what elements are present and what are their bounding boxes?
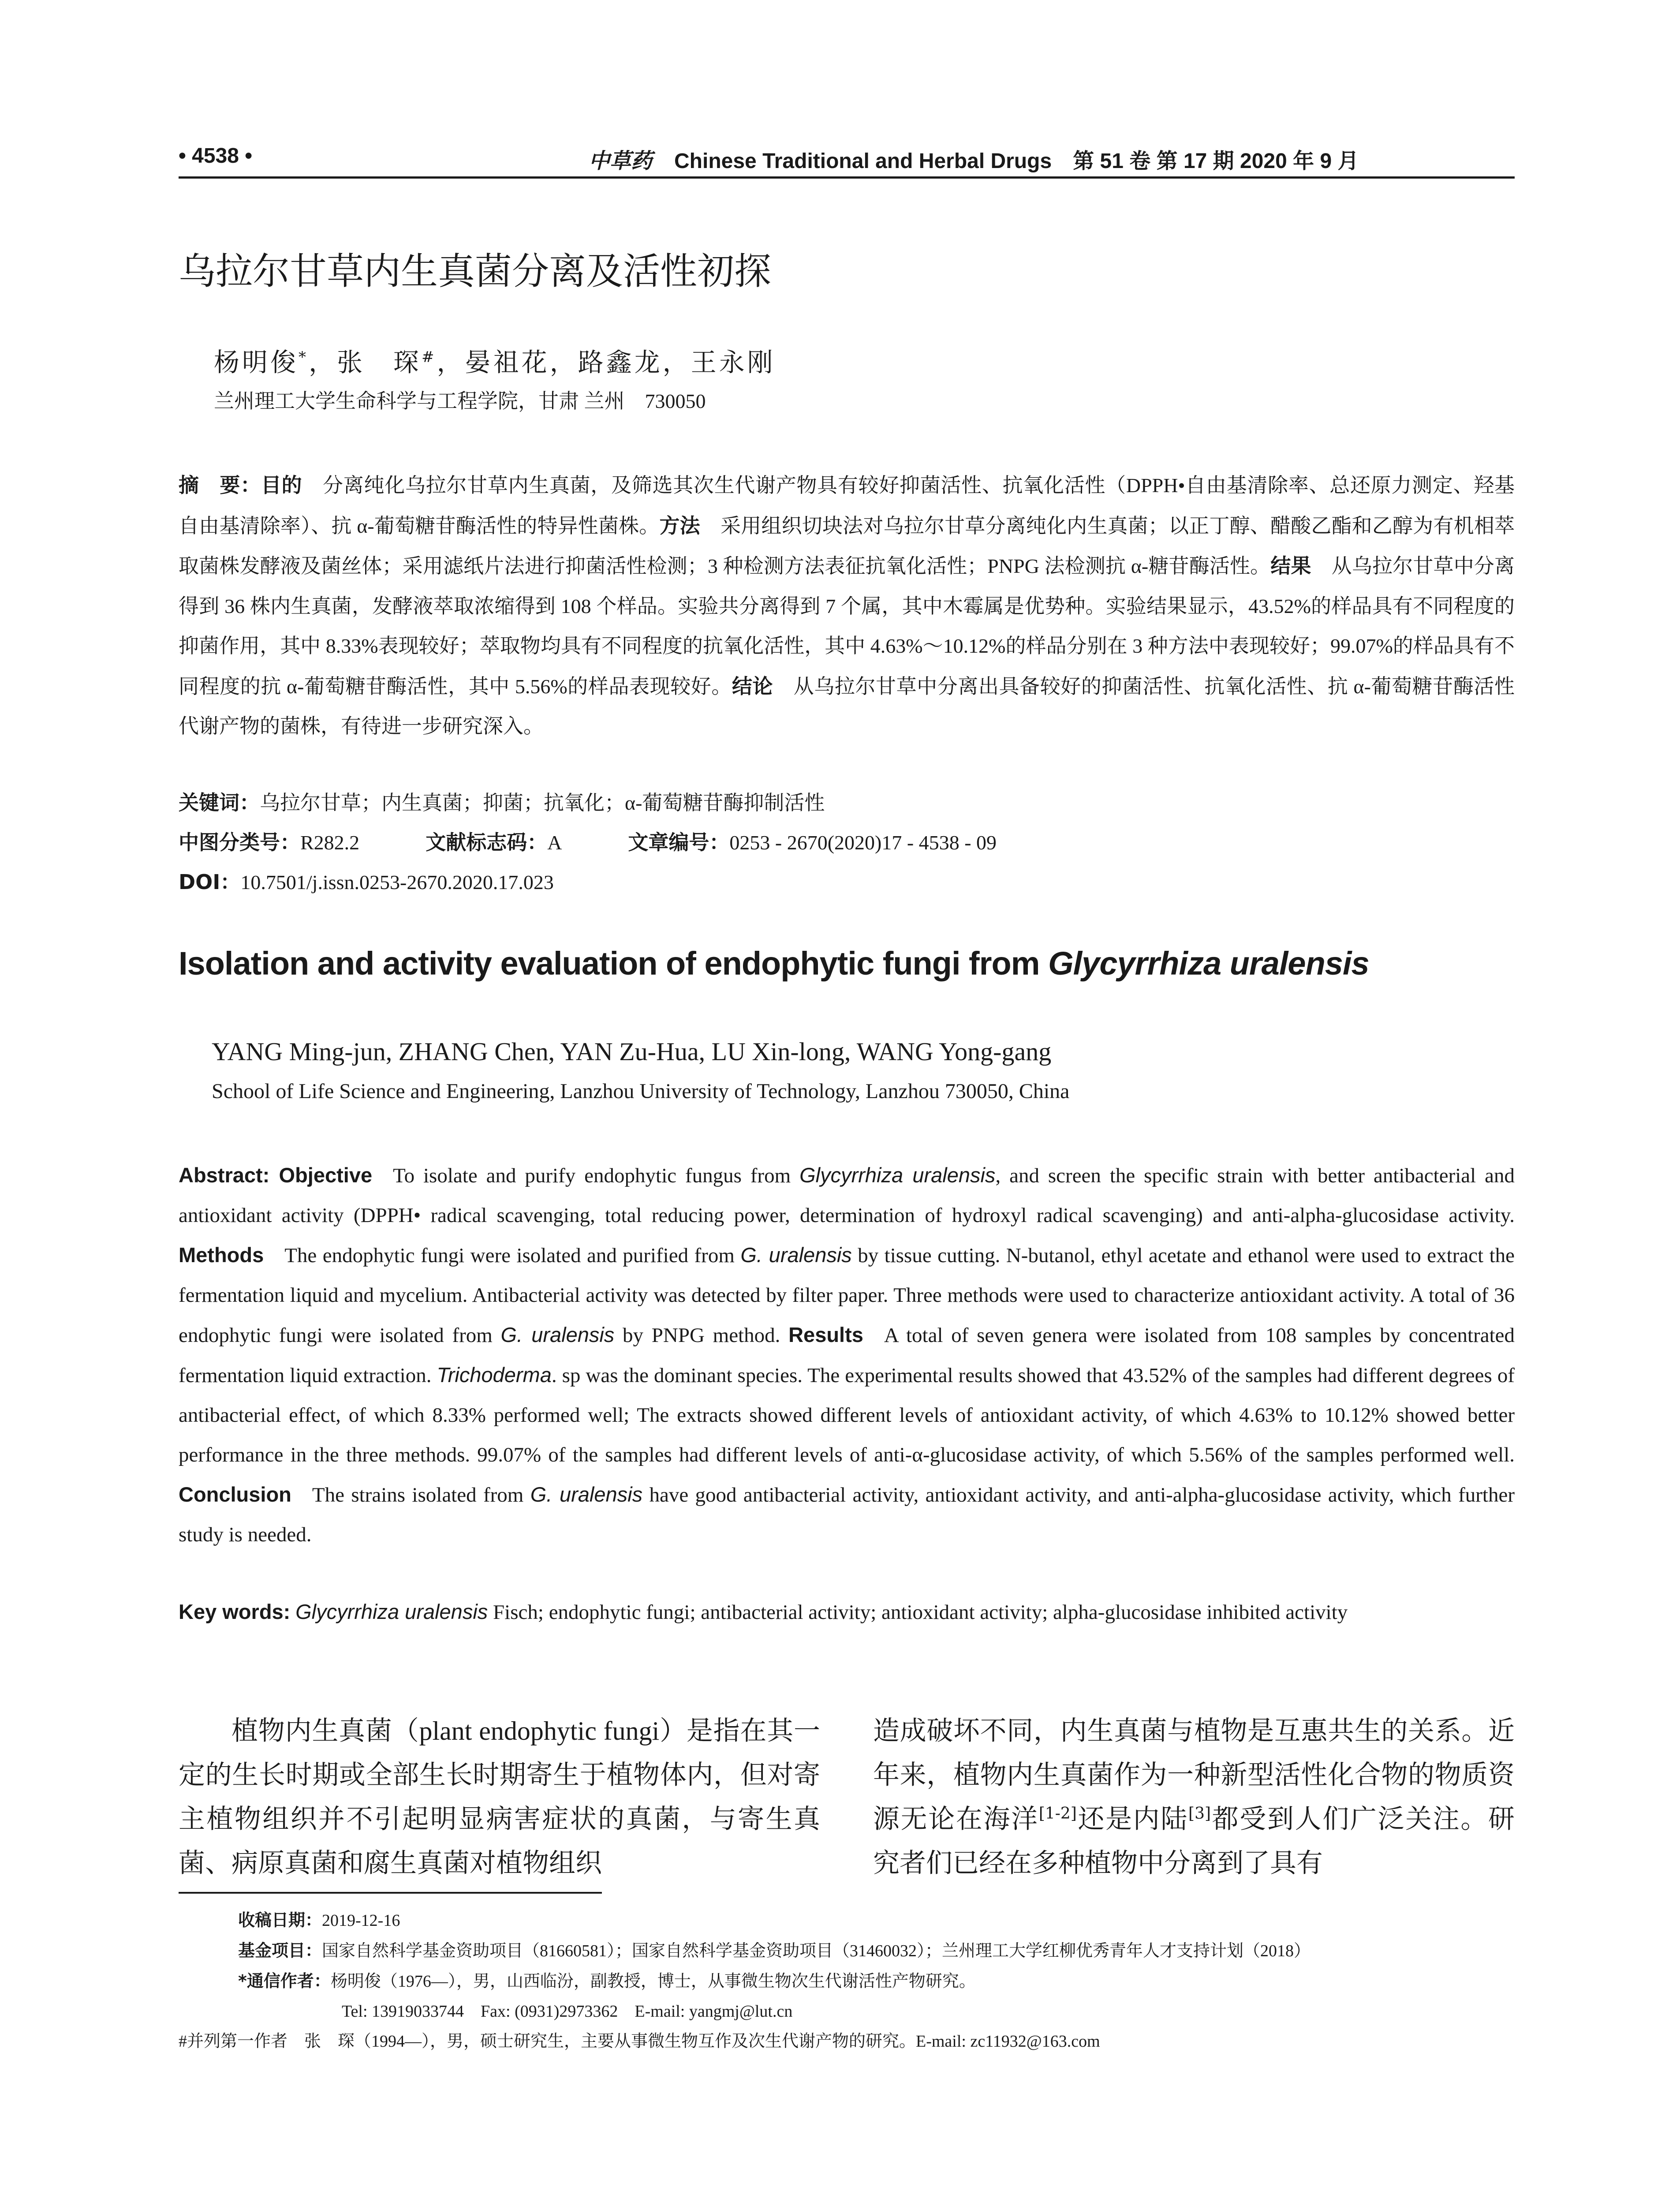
- journal-line: [589, 144, 1359, 174]
- body-text: 都受到人们广泛关注。研究者们已经在多种植物中分离到了具有: [873, 1804, 1515, 1879]
- cn-title: 乌拉尔甘草内生真菌分离及活性初探: [179, 250, 772, 293]
- cn-results: 从乌拉尔甘草中分离得到 36 株内生真菌，发酵液萃取浓缩得到 108 个样品。实验共分离得到 7 个属，其中木霉属是优势种。实验结果显示，43.52%的样品具有不同程度的抑菌作用，其中 8.33%表现较好；萃取物均具有不同程度的抗氧化活性，其中 4.63%～10.12%的样品分别在 3 种方法中表现较好；99.07%的样品具有不同程度的抗 α-葡萄糖苷酶活性，其中 5.56%的样品表现较好。: [179, 555, 1515, 698]
- co-first-author: #并列第一作者 张 琛（1994—），男，硕士研究生，主要从事微生物互作及次生代谢产物的研究。E-mail: zc11932@163.com: [179, 2032, 1100, 2051]
- doc-code-label: 文献标志码：: [426, 830, 548, 854]
- species-short: G. uralensis: [740, 1243, 852, 1267]
- header-rule: [179, 176, 1515, 179]
- kw-rest: Fisch; endophytic fungi; antibacterial activity; antioxidant activity; alpha-glucosidase inhibited activity: [488, 1601, 1348, 1624]
- en-title-text: Isolation and activity evaluation of endophytic fungi from: [179, 945, 1049, 982]
- body-text: ）是指在其一定的生长时期或全部生长时期寄生于植物体内，但对寄主植物组织并不引起明显病害症状的真菌，与寄生真菌、病原真菌和腐生真菌对植物组织: [179, 1715, 821, 1879]
- species-name: Glycyrrhiza uralensis: [799, 1163, 996, 1187]
- footnotes: [179, 1905, 1517, 2056]
- received-label: 收稿日期：: [238, 1910, 322, 1930]
- doi-value: 10.7501/j.issn.0253-2670.2020.17.023: [240, 871, 554, 893]
- species-short: G. uralensis: [500, 1323, 615, 1346]
- corr-value: 杨明俊（1976—），男，山西临汾，副教授，博士，从事微生物次生代谢活性产物研究。: [330, 1972, 976, 1991]
- cn-methods-label: 方法: [659, 513, 700, 538]
- en-results-label: Results: [788, 1323, 863, 1346]
- en-results-b: . sp was the dominant species. The experimental results showed that 43.52% of the samples had different degrees of antibacterial effect, of which 8.33% performed well; The extracts showed different levels of antioxidant activity, of which 4.63% to 10.12% showed better performance in the three methods. 99.07% of the samples had different levels of anti-α-glucosidase activity, of which 5.56% of the samples performed well.: [179, 1364, 1515, 1466]
- kw-species: Glycyrrhiza uralensis: [295, 1600, 488, 1623]
- citation-ref[interactable]: [1-2]: [1038, 1805, 1077, 1823]
- article-no-label: 文章编号：: [628, 830, 730, 854]
- en-affiliation: School of Life Science and Engineering, Lanzhou University of Technology, Lanzhou 730050, China: [212, 1080, 1070, 1103]
- cn-results-label: 结果: [1270, 554, 1311, 578]
- species-short: G. uralensis: [530, 1483, 643, 1506]
- body-latin-term: plant endophytic fungi: [419, 1716, 660, 1745]
- cn-conclusion: 从乌拉尔甘草中分离出具备较好的抑菌活性、抗氧化活性、抗 α-葡萄糖苷酶活性代谢产物的菌株，有待进一步研究深入。: [179, 675, 1515, 737]
- cn-abstract: [179, 465, 1515, 747]
- cn-conclusion-label: 结论: [732, 674, 773, 698]
- en-title: [179, 939, 1369, 988]
- page-number: • 4538 •: [179, 144, 253, 168]
- cn-author-list: 杨明俊*，张 琛#，晏祖花，路鑫龙，王永刚: [214, 347, 776, 377]
- corresponding-author: [238, 1966, 1517, 1996]
- cn-methods: 采用组织切块法对乌拉尔甘草分离纯化内生真菌；以正丁醇、醋酸乙酯和乙醇为有机相萃取菌株发酵液及菌丝体；采用滤纸片法进行抑菌活性检测；3 种检测方法表征抗氧化活性；PNPG 法检测抗 α-糖苷酶活性。: [179, 514, 1515, 577]
- cn-author: 张 琛: [337, 347, 422, 377]
- author-mark: #: [422, 348, 437, 366]
- en-keywords-label: Key words:: [179, 1600, 291, 1623]
- article-no-value: 0253 - 2670(2020)17 - 4538 - 09: [729, 831, 997, 854]
- cn-classification: [179, 822, 1515, 863]
- cn-author: 杨明俊: [214, 347, 299, 377]
- en-objective-b: , and screen the specific strain with better antibacterial and antioxidant activity (DPPH• radical scavenging, total reducing power, determination of hydroxyl radical scavenging) and anti-alpha-glucosidase activity.: [179, 1164, 1515, 1227]
- corr-label: *通信作者：: [238, 1971, 331, 1991]
- cn-keywords-label: 关键词：: [179, 791, 260, 815]
- en-objective-a: To isolate and purify endophytic fungus from: [393, 1164, 800, 1187]
- fund-label: 基金项目：: [238, 1941, 322, 1960]
- en-methods-a: The endophytic fungi were isolated and purified from: [284, 1244, 741, 1267]
- contact-info: Tel: 13919033744 Fax: (0931)2973362 E-mail: yangmj@lut.cn: [342, 2002, 793, 2021]
- issue-info: 第 51 卷 第 17 期 2020 年 9 月: [1073, 149, 1359, 173]
- en-methods-c: by PNPG method.: [614, 1324, 780, 1347]
- clc-value: R282.2: [300, 831, 360, 854]
- en-methods-b: by tissue cutting. N-butanol, ethyl acetate and ethanol were used to extract the fermentation liquid and mycelium. Antibacterial activity was detected by filter paper. Three methods were used to characterize antioxidant activity. A total of 36 endophytic fungi were isolated from: [179, 1244, 1515, 1347]
- received-value: 2019-12-16: [322, 1911, 400, 1930]
- genus-name: Trichoderma: [437, 1363, 552, 1387]
- body-column-right: [873, 1709, 1515, 1885]
- received-date: [238, 1905, 1517, 1936]
- fund-value: 国家自然科学基金资助项目（81660581）；国家自然科学基金资助项目（31460032）；兰州理工大学红柳优秀青年人才支持计划（2018）: [322, 1942, 1311, 1960]
- cn-author: 王永刚: [691, 347, 776, 377]
- citation-ref[interactable]: [3]: [1188, 1805, 1211, 1823]
- journal-cn-logo: 中草药: [589, 149, 653, 173]
- body-column-left: [179, 1709, 820, 1885]
- fund-info: [238, 1936, 1517, 1966]
- cn-objective: 分离纯化乌拉尔甘草内生真菌，及筛选其次生代谢产物具有较好抑菌活性、抗氧化活性（DPPH•自由基清除率、总还原力测定、羟基自由基清除率）、抗 α-葡萄糖苷酶活性的特异性菌株。: [179, 474, 1515, 537]
- body-text: 还是内陆: [1076, 1804, 1189, 1835]
- clc-label: 中图分类号：: [179, 830, 300, 854]
- en-conclusion-b: have good antibacterial activity, antioxidant activity, and anti-alpha-glucosidase activity, which further study is needed.: [179, 1484, 1515, 1546]
- doc-code-value: A: [547, 831, 562, 854]
- author-mark: *: [299, 348, 309, 366]
- cn-author: 晏祖花: [465, 347, 550, 377]
- cn-author: 路鑫龙: [578, 347, 663, 377]
- doi-line: [179, 862, 1515, 902]
- en-title-species: Glycyrrhiza uralensis: [1048, 945, 1369, 982]
- body-text: 植物内生真菌（: [231, 1715, 419, 1746]
- en-abstract: [179, 1155, 1515, 1555]
- cn-objective-label: 目的: [261, 473, 302, 497]
- body-text: 造成破坏不同，内生真菌与植物是互惠共生的关系。近年来，植物内生真菌作为一种新型活性化合物的物质资源无论在海洋: [873, 1715, 1515, 1835]
- cn-affiliation: 兰州理工大学生命科学与工程学院，甘肃 兰州 730050: [214, 390, 706, 412]
- en-abstract-label: Abstract: Objective: [179, 1163, 373, 1187]
- en-conclusion-a: The strains isolated from: [312, 1484, 530, 1506]
- footnote-rule: [179, 1892, 602, 1894]
- en-methods-label: Methods: [179, 1243, 264, 1267]
- en-results-a: A total of seven genera were isolated from 108 samples by concentrated fermentation liquid extraction.: [179, 1324, 1515, 1387]
- cn-keywords: [179, 783, 1515, 823]
- doi-label: DOI：: [179, 870, 241, 894]
- journal-en-name: Chinese Traditional and Herbal Drugs: [674, 149, 1052, 173]
- running-head: [179, 141, 1515, 176]
- en-keywords: [179, 1592, 1515, 1632]
- cn-abstract-label: 摘 要：: [179, 473, 261, 497]
- en-conclusion-label: Conclusion: [179, 1483, 291, 1506]
- en-author-list: YANG Ming-jun, ZHANG Chen, YAN Zu-Hua, LU Xin-long, WANG Yong-gang: [212, 1037, 1052, 1066]
- cn-keywords-text: 乌拉尔甘草；内生真菌；抑菌；抗氧化；α-葡萄糖苷酶抑制活性: [260, 792, 825, 814]
